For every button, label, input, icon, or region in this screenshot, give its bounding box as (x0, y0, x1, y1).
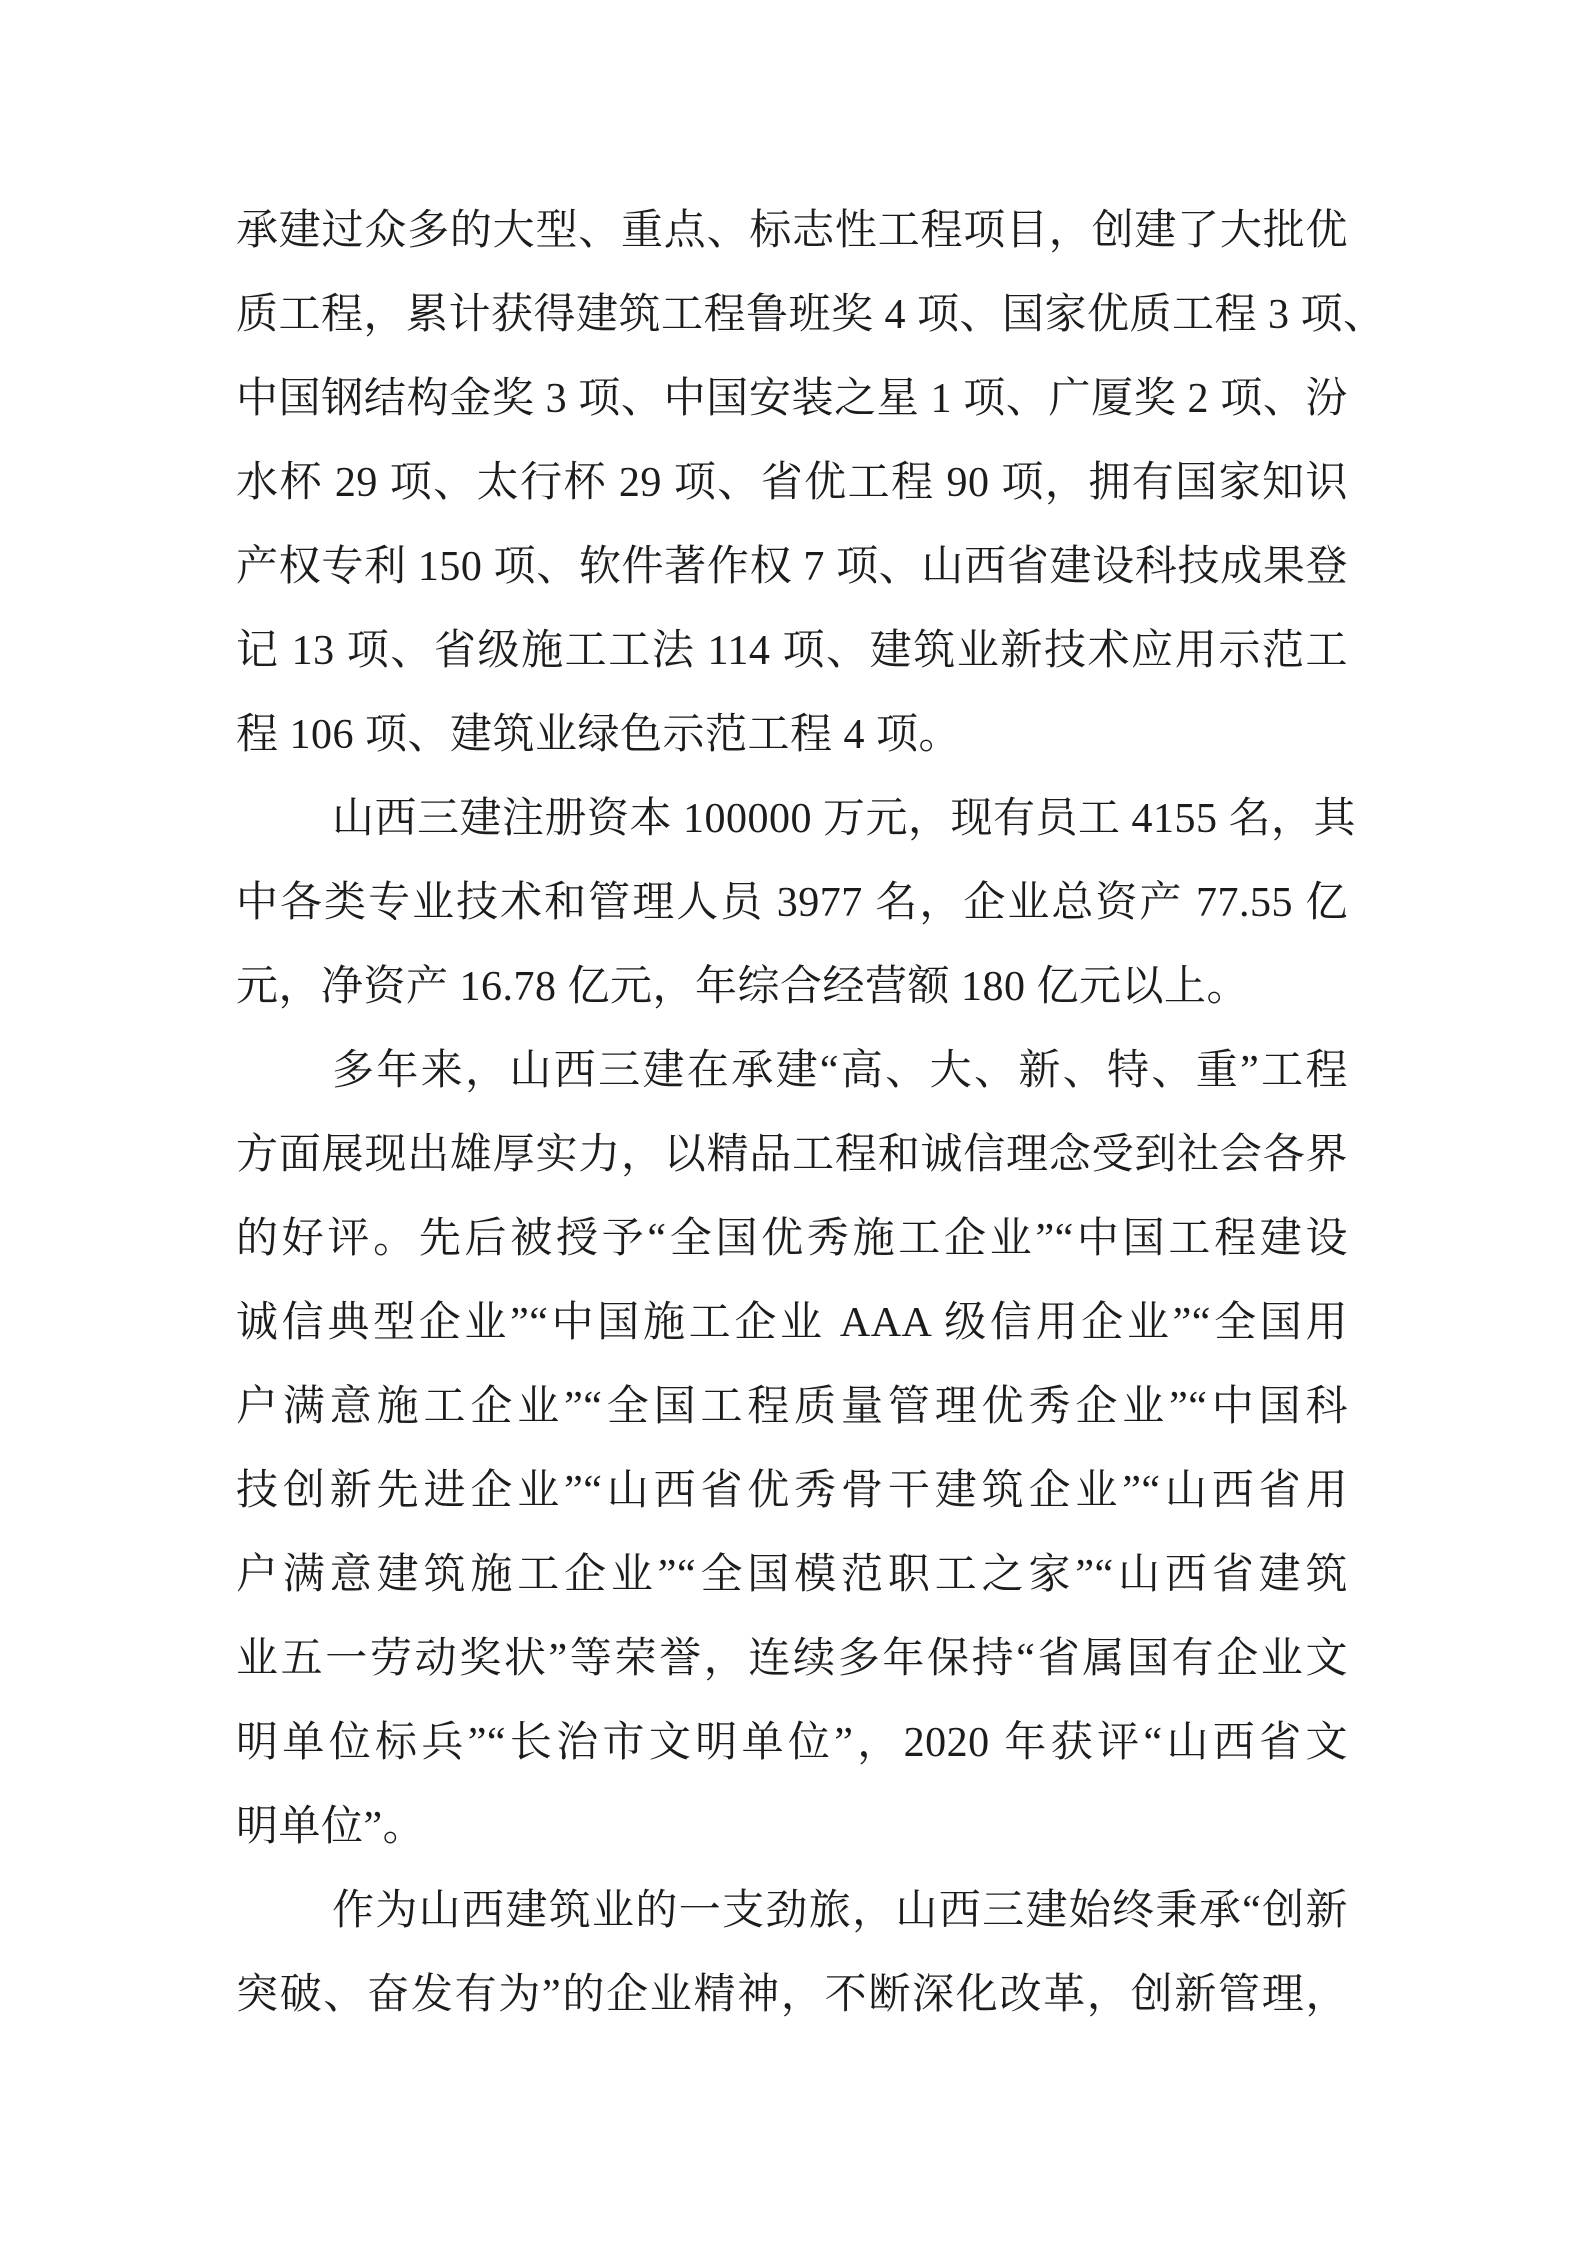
text-line: 水杯 29 项、太行杯 29 项、省优工程 90 项，拥有国家知识 (236, 460, 1348, 506)
text-line: 记 13 项、省级施工工法 114 项、建筑业新技术应用示范工 (236, 628, 1348, 674)
text-line: 程 106 项、建筑业绿色示范工程 4 项。 (236, 712, 962, 758)
text-line: 山西三建注册资本 100000 万元，现有员工 4155 名，其 (332, 796, 1357, 842)
text-line: 承建过众多的大型、重点、标志性工程项目，创建了大批优 (236, 208, 1348, 254)
text-line: 质工程，累计获得建筑工程鲁班奖 4 项、国家优质工程 3 项、 (236, 292, 1386, 338)
text-line: 户满意施工企业”“全国工程质量管理优秀企业”“中国科 (236, 1384, 1348, 1430)
text-line: 明单位”。 (236, 1804, 426, 1850)
text-line: 诚信典型企业”“中国施工企业 AAA 级信用企业”“全国用 (236, 1300, 1348, 1346)
text-line: 元，净资产 16.78 亿元，年综合经营额 180 亿元以上。 (236, 964, 1250, 1010)
text-line: 产权专利 150 项、软件著作权 7 项、山西省建设科技成果登 (236, 544, 1348, 590)
text-line: 中各类专业技术和管理人员 3977 名，企业总资产 77.55 亿 (236, 880, 1348, 926)
text-line: 突破、奋发有为”的企业精神，不断深化改革，创新管理， (236, 1972, 1348, 2018)
document-text-block (236, 189, 1386, 2037)
text-line: 中国钢结构金奖 3 项、中国安装之星 1 项、广厦奖 2 项、汾 (236, 376, 1348, 422)
text-line: 多年来，山西三建在承建“高、大、新、特、重”工程 (332, 1048, 1348, 1094)
text-line: 的好评。先后被授予“全国优秀施工企业”“中国工程建设 (236, 1216, 1348, 1262)
text-line: 方面展现出雄厚实力，以精品工程和诚信理念受到社会各界 (236, 1132, 1348, 1178)
text-line: 明单位标兵”“长治市文明单位”，2020 年获评“山西省文 (236, 1720, 1348, 1766)
text-line: 户满意建筑施工企业”“全国模范职工之家”“山西省建筑 (236, 1552, 1348, 1598)
text-line: 业五一劳动奖状”等荣誉，连续多年保持“省属国有企业文 (236, 1636, 1348, 1682)
text-line: 作为山西建筑业的一支劲旅，山西三建始终秉承“创新 (332, 1888, 1348, 1934)
text-line: 技创新先进企业”“山西省优秀骨干建筑企业”“山西省用 (236, 1468, 1348, 1514)
